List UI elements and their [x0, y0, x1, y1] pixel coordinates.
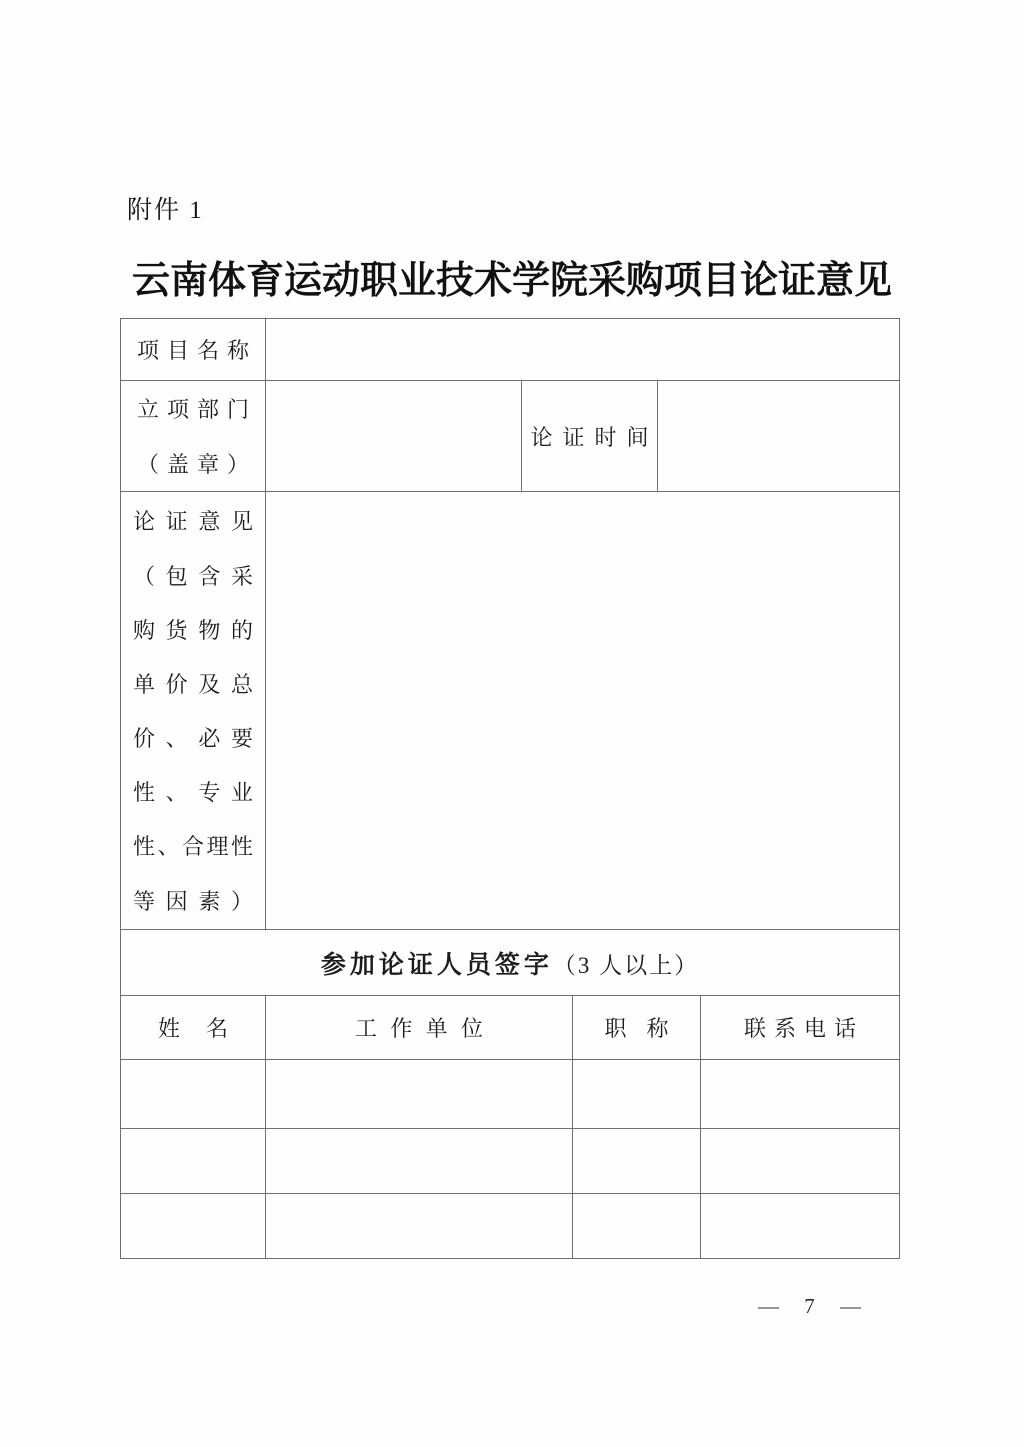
- opinion-label-line: 论 证 意 见: [133, 509, 253, 535]
- phone-column-header-cell: [701, 996, 900, 1060]
- signature-section-title-bold: 参加论证人员签字: [320, 951, 553, 979]
- signature-cell: [701, 1129, 900, 1194]
- document-title: 云南体育运动职业技术学院采购项目论证意见: [131, 260, 892, 302]
- opinion-label-line: 单 价 及 总: [133, 671, 253, 697]
- title-column-header: 职 称: [604, 1016, 669, 1041]
- page-number: — 7 —: [758, 1294, 871, 1318]
- signature-cell: [121, 1194, 266, 1259]
- work-unit-column-header-cell: [266, 996, 573, 1060]
- signature-section-title-rest: （3 人以上）: [552, 952, 700, 978]
- signature-cell: [573, 1194, 701, 1259]
- opinion-label-line: 性 、 合 理 性: [133, 834, 253, 860]
- opinion-label-line: 性 、 专 业: [133, 780, 253, 806]
- signature-cell: [701, 1194, 900, 1259]
- name-column-header: 姓 名: [158, 1016, 228, 1041]
- work-unit-column-header: 工 作 单 位: [355, 1016, 483, 1041]
- opinion-label-line: 等 因 素 ）: [133, 888, 253, 914]
- signature-section-header-row: [121, 930, 900, 996]
- signature-row: [121, 1060, 900, 1129]
- signature-cell: [266, 1060, 573, 1129]
- signature-empty-rows: [121, 1060, 900, 1259]
- signature-row: [121, 1129, 900, 1194]
- signature-cell: [266, 1129, 573, 1194]
- department-time-row: [121, 381, 900, 492]
- opinion-label-line: 购 货 物 的: [133, 617, 253, 643]
- signature-columns-header-row: [121, 996, 900, 1060]
- signature-row: [121, 1194, 900, 1259]
- procurement-opinion-form-table: [120, 318, 900, 1259]
- opinion-row: [121, 492, 900, 930]
- phone-column-header: 联 系 电 话: [744, 1016, 856, 1041]
- signature-cell: [121, 1060, 266, 1129]
- opinion-label-line: （ 包 含 采: [133, 563, 253, 589]
- demonstration-time-label-cell: [522, 381, 658, 492]
- signature-cell: [701, 1060, 900, 1129]
- name-column-header-cell: [121, 996, 266, 1060]
- signature-cell: [266, 1194, 573, 1259]
- department-label-line2: （ 盖 章 ）: [137, 452, 249, 477]
- opinion-label-cell: [121, 492, 266, 930]
- title-column-header-cell: [573, 996, 701, 1060]
- signature-cell: [573, 1060, 701, 1129]
- demonstration-time-value-cell: [658, 381, 900, 492]
- department-label-line1: 立 项 部 门: [137, 397, 249, 422]
- signature-cell: [121, 1129, 266, 1194]
- project-name-row: [121, 319, 900, 381]
- project-name-label: 项 目 名 称: [137, 338, 249, 363]
- demonstration-time-label: 论 证 时 间: [530, 424, 649, 450]
- attachment-label: 附件 1: [127, 197, 204, 224]
- opinion-value-cell: [266, 492, 900, 930]
- opinion-label-line: 价 、 必 要: [133, 726, 253, 752]
- project-name-value-cell: [266, 319, 900, 381]
- project-name-label-cell: [121, 319, 266, 381]
- opinion-label: [121, 494, 265, 928]
- signature-cell: [573, 1129, 701, 1194]
- department-label-cell: [121, 381, 266, 492]
- signature-section-header-cell: [121, 930, 900, 996]
- department-value-cell: [266, 381, 522, 492]
